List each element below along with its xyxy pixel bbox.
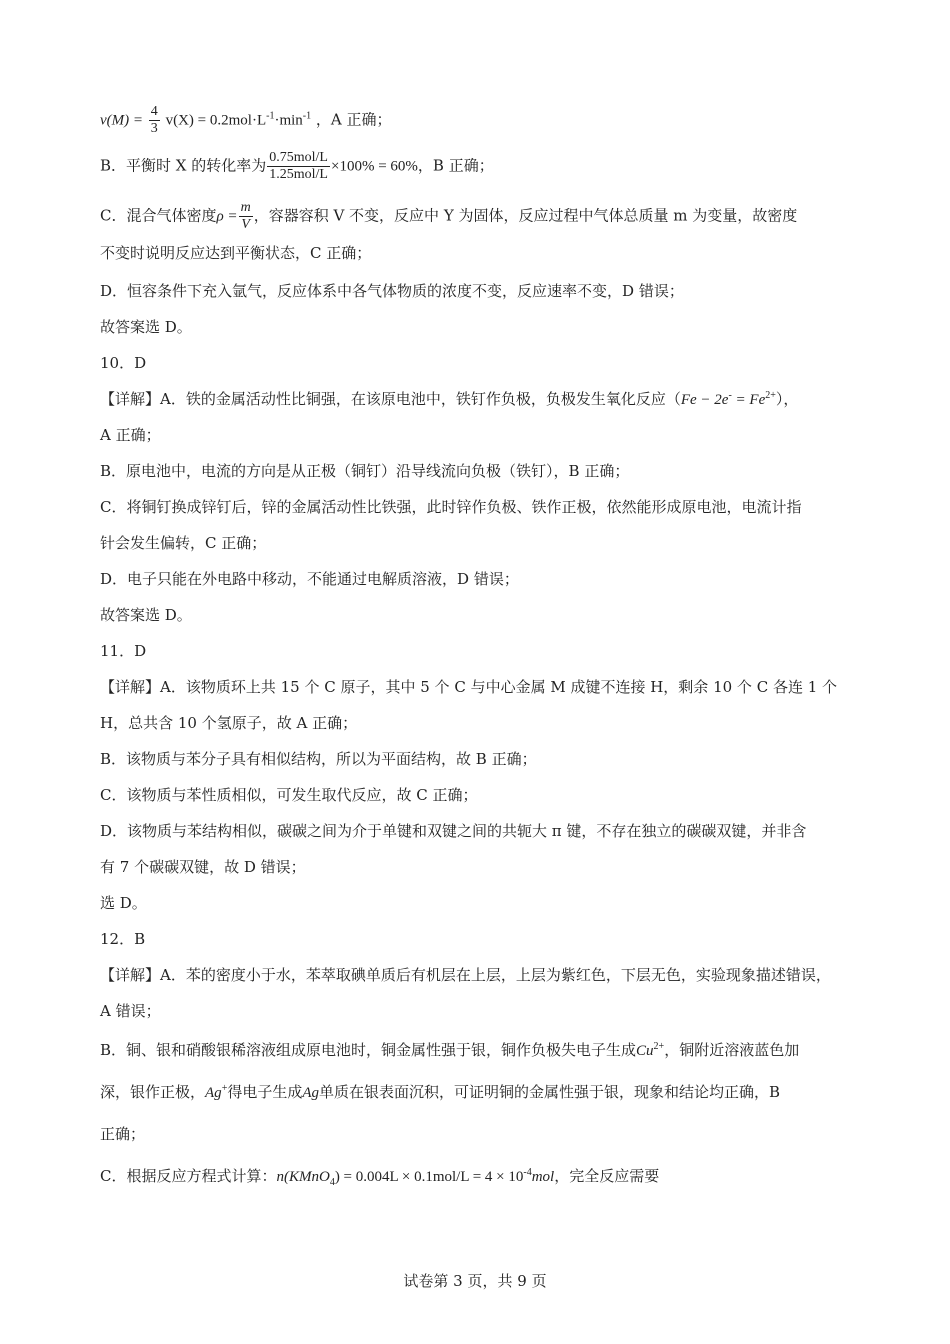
min-unit: ·min — [274, 112, 303, 129]
question-number: 11．D — [100, 642, 147, 660]
text: 【详解】A．铁的金属活动性比铜强，在该原电池中，铁钉作负极，负极发生氧化反应（ — [100, 390, 681, 408]
text-line: 选 D。 — [100, 894, 147, 912]
text-line: 故答案选 D。 — [100, 606, 192, 624]
ag-metal: Ag — [302, 1085, 320, 1101]
rho: ρ = — [216, 208, 238, 225]
formula-line-vm — [100, 104, 860, 137]
kmno4-calc: ) = 0.004L × 0.1mol/L = 4 × 10 — [334, 1169, 524, 1185]
page-footer: 试卷第 3 页，共 9 页 — [403, 1272, 547, 1290]
text-line: A 错误； — [100, 1002, 161, 1020]
text: C．根据反应方程式计算： — [100, 1167, 277, 1185]
text-line: H，总共含 10 个氢原子，故 A 正确； — [100, 714, 358, 732]
frac-num: m — [240, 200, 251, 215]
fe-formula: = Fe — [731, 392, 766, 408]
text-line: 正确； — [100, 1125, 146, 1143]
text-line: 有 7 个碳碳双键，故 D 错误； — [100, 858, 306, 876]
frac-den: 1.25mol/L — [269, 167, 328, 182]
text-line: D．恒容条件下充入氩气，反应体系中各气体物质的浓度不变，反应速率不变，D 错误； — [100, 282, 684, 300]
question-number: 12．B — [100, 930, 146, 948]
frac-num: 0.75mol/L — [269, 150, 328, 165]
text-line: 故答案选 D。 — [100, 318, 192, 336]
text-line: D．该物质与苯结构相似，碳碳之间为介于单键和双键之间的共轭大 π 键，不存在独立的碳碳双键，并非含 — [100, 822, 807, 840]
text-line: 不变时说明反应达到平衡状态，C 正确； — [100, 244, 372, 262]
text-line: B．原电池中，电流的方向是从正极（铜钉）沿导线流向负极（铁钉），B 正确； — [100, 462, 630, 480]
text-line-cu — [100, 1040, 860, 1061]
fe-formula: Fe − 2e — [680, 392, 729, 408]
text-line: 针会发生偏转，C 正确； — [100, 534, 267, 552]
ag-ion: Ag — [205, 1085, 222, 1101]
conv-tail: ×100% = 60% — [330, 158, 418, 175]
text: ，B 正确； — [417, 156, 494, 175]
text: B．铜、银和硝酸银稀溶液组成原电池时，铜金属性强于银，铜作负极失电子生成 — [100, 1041, 637, 1059]
text: ）， — [775, 390, 799, 408]
text: 得电子生成 — [227, 1083, 303, 1101]
text: 单质在银表面沉积，可证明铜的金属性强于银，现象和结论均正确，B — [319, 1083, 781, 1101]
text-line: A 正确； — [100, 426, 161, 444]
mol-unit: mol — [531, 1169, 555, 1185]
exp: 2+ — [765, 390, 776, 401]
text-line: 【详解】A．该物质环上共 15 个 C 原子，其中 5 个 C 与中心金属 M 成键不连接 H，剩余 10 个 C 各连 1 个 — [100, 678, 838, 696]
text: B．平衡时 X 的转化率为 — [100, 156, 267, 175]
text-line: C．将铜钉换成锌钉后，锌的金属活动性比铁强，此时锌作负极、铁作正极，依然能形成原电池，电流计指 — [100, 498, 802, 516]
fraction-conversion — [267, 150, 330, 183]
frac-den: 3 — [150, 121, 158, 136]
text: ，完全反应需要 — [554, 1167, 660, 1185]
text-line: 【详解】A．苯的密度小于水，苯萃取碘单质后有机层在上层，上层为紫红色，下层无色，实验现象描述错误， — [100, 966, 831, 984]
exp: 2+ — [653, 1041, 665, 1052]
vm-left: v(M) = — [100, 112, 144, 129]
text: 深，银作正极， — [100, 1083, 206, 1101]
exp: - — [728, 390, 732, 401]
text-line-conversion — [100, 150, 860, 183]
exp: + — [221, 1083, 228, 1094]
question-number: 10．D — [100, 354, 147, 372]
text-line: C．该物质与苯性质相似，可发生取代反应，故 C 正确； — [100, 786, 478, 804]
text-line: B．该物质与苯分子具有相似结构，所以为平面结构，故 B 正确； — [100, 750, 537, 768]
fraction-4-3 — [149, 104, 160, 137]
exp: -1 — [266, 110, 275, 122]
vx-right: v(X) = 0.2mol·L — [165, 112, 267, 129]
subscript: 4 — [329, 1177, 335, 1188]
text: C．混合气体密度 — [100, 206, 217, 225]
frac-den: V — [241, 217, 250, 232]
text-line: D．电子只能在外电路中移动，不能通过电解质溶液，D 错误； — [100, 570, 519, 588]
text-line-fe — [100, 389, 860, 410]
cu-ion: Cu — [636, 1043, 654, 1059]
n-symbol: n(KMnO — [276, 1169, 330, 1185]
text-line-kmno4 — [100, 1166, 860, 1187]
fraction-m-v — [239, 200, 253, 233]
text: ，铜附近溶液蓝色加 — [664, 1041, 800, 1059]
exp: -1 — [302, 110, 312, 122]
text-line-density — [100, 200, 860, 233]
exp: -4 — [523, 1167, 532, 1178]
text: ，A 正确； — [315, 110, 392, 129]
text: ，容器容积 V 不变，反应中 Y 为固体，反应过程中气体总质量 m 为变量，故密度 — [253, 206, 798, 225]
text-line-ag — [100, 1082, 860, 1103]
frac-num: 4 — [150, 104, 158, 119]
